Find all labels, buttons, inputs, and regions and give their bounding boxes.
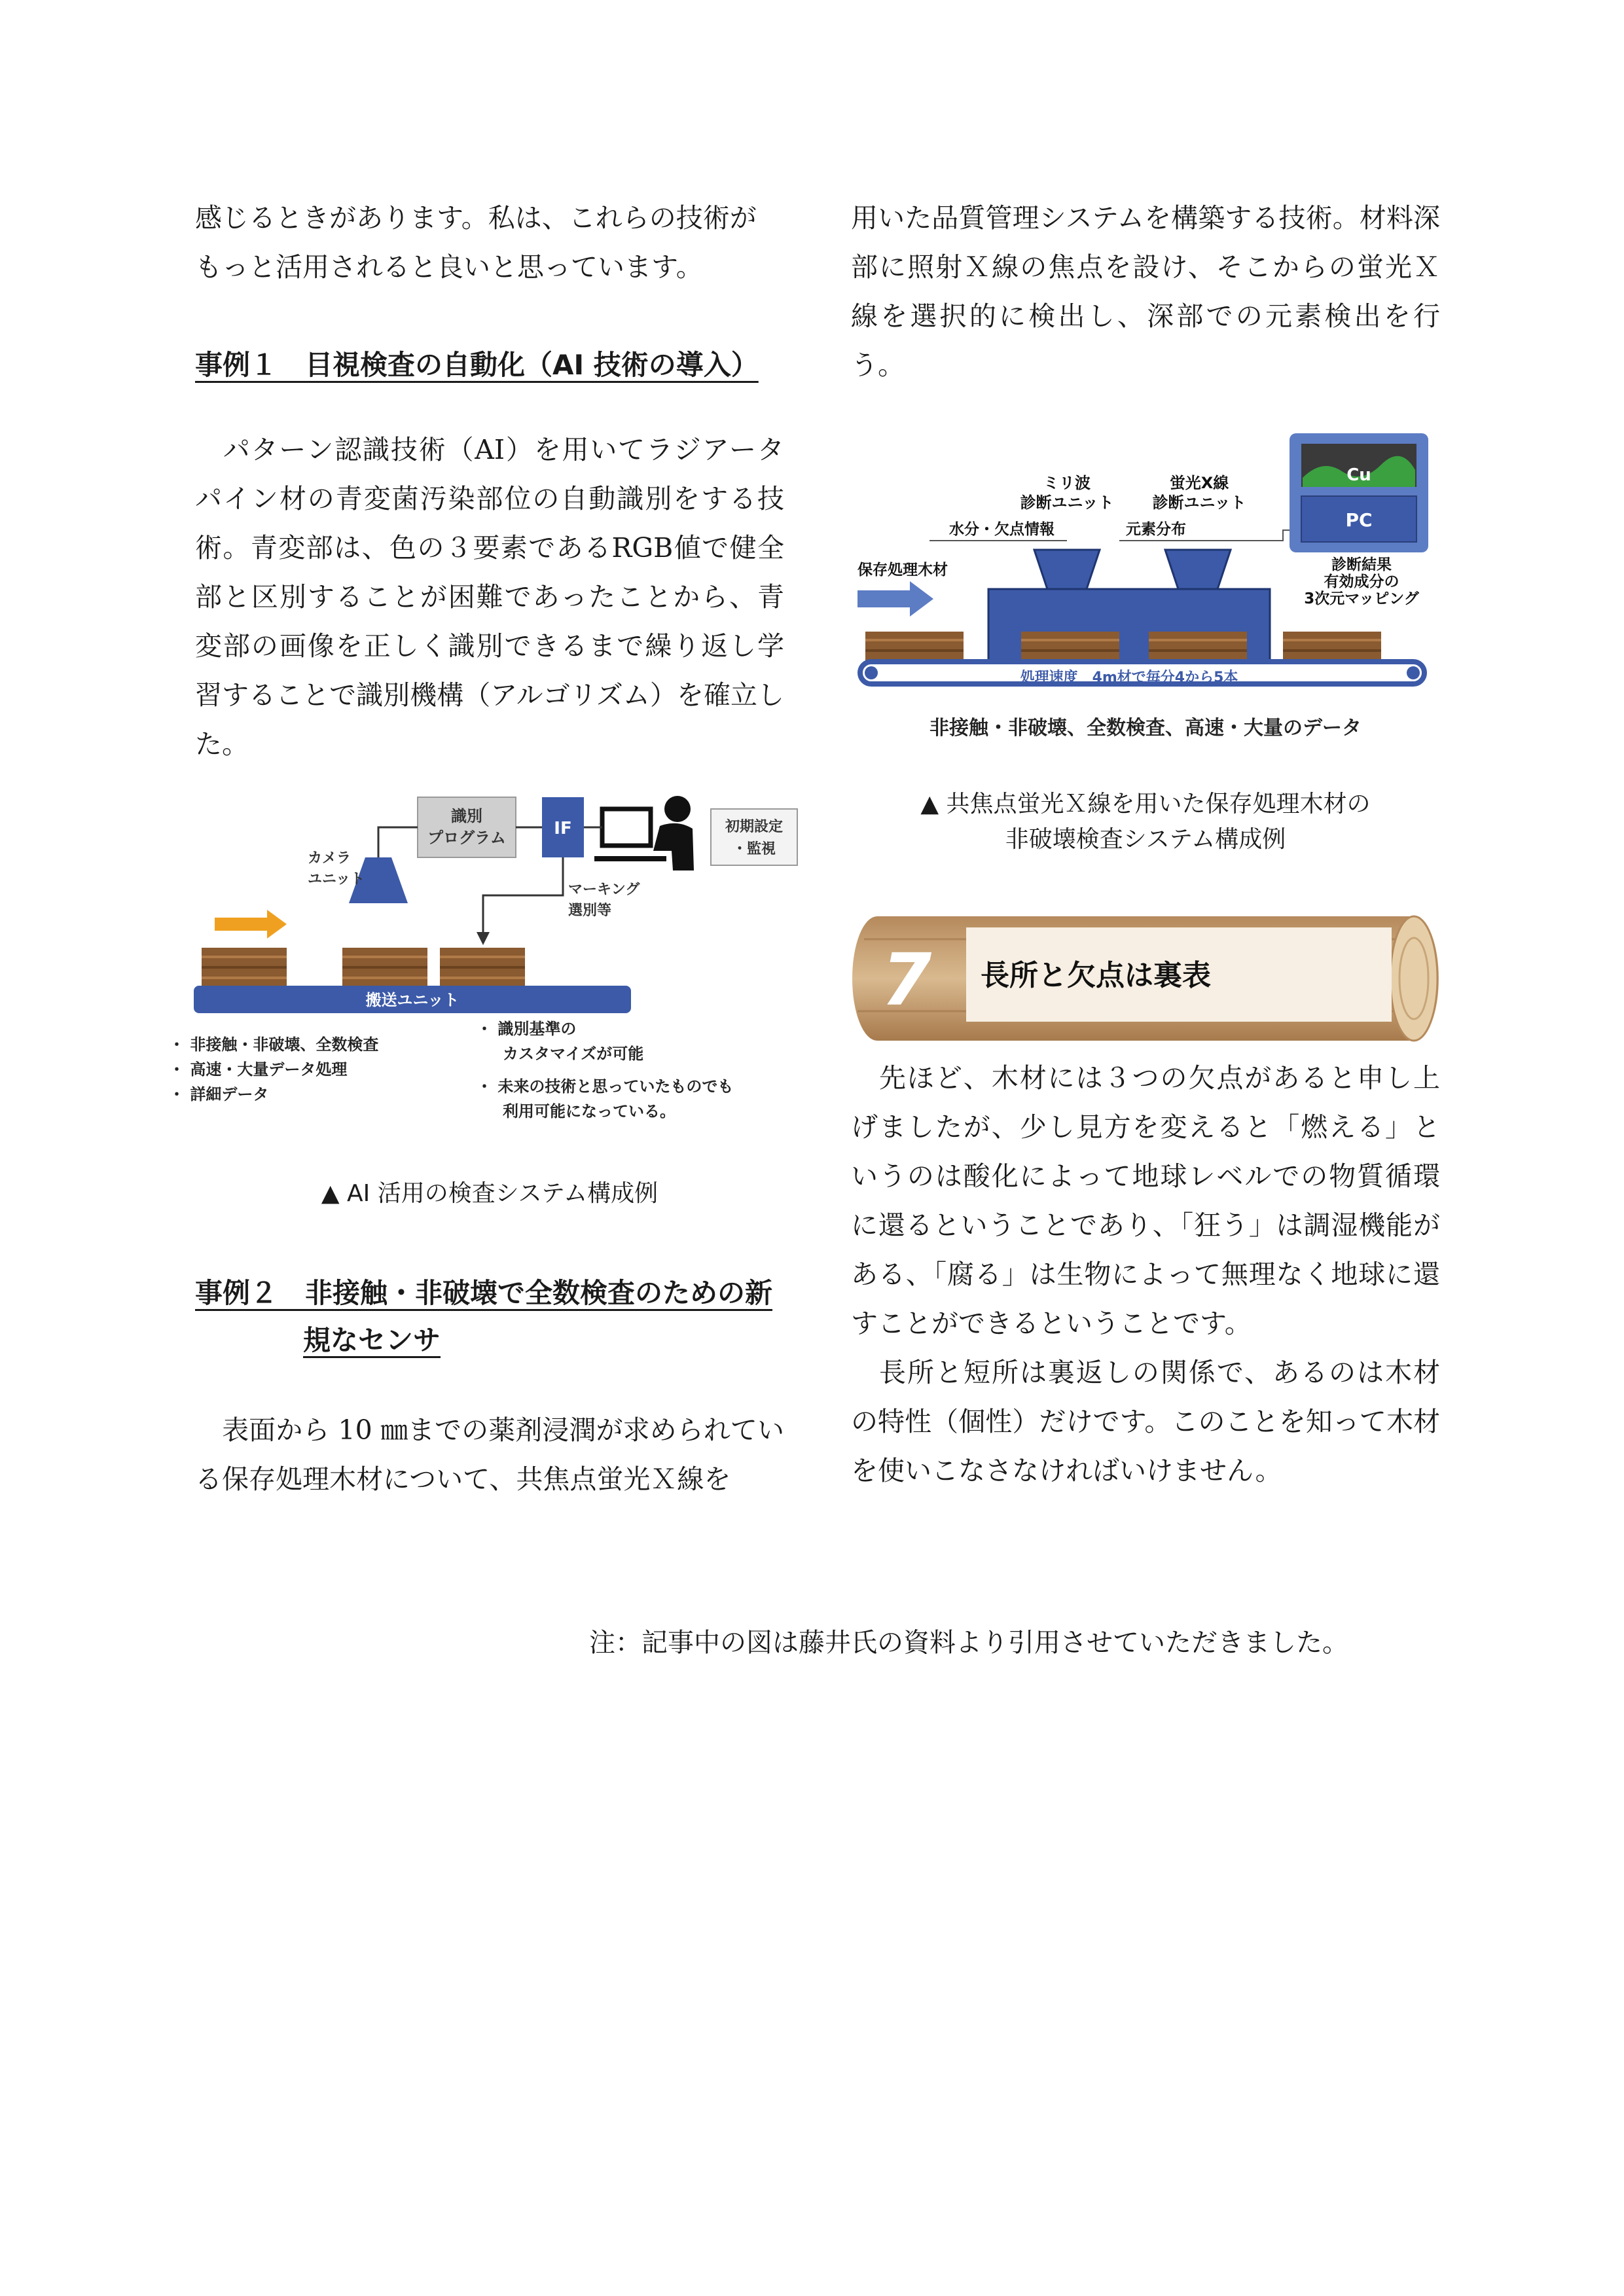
camera-label-1: カメラ	[308, 850, 352, 867]
xray-inspection-figure	[851, 432, 1440, 772]
mm-wave-label-1: ミリ波	[1043, 474, 1091, 492]
input-arrow-icon	[857, 581, 933, 617]
section-number: 7	[881, 938, 932, 1022]
figure2-caption-line2: 非破壊検査システム構成例	[1005, 826, 1286, 853]
mm-wave-unit	[1034, 550, 1100, 589]
case1-paragraph: パターン認識技術（AI）を用いてラジアータパイン材の青変菌汚染部位の自動識別をする技術。青変部は、色の３要素であるRGB値で健全部と区別することが困難であったことから、青変部の画像を正しく識別できるまで繰り返し学習することで識別機構（アルゴリズム）を確立した。	[195, 434, 784, 760]
mm-wave-label-2: 診断ユニット	[1020, 493, 1114, 512]
xray-unit	[1165, 550, 1231, 589]
result-label-2: 有効成分の	[1324, 573, 1399, 590]
marking-arrowhead	[477, 932, 490, 945]
ai-inspection-diagram	[156, 785, 810, 1152]
setup-label-2: ・監視	[732, 841, 776, 857]
monitor-icon	[602, 809, 651, 846]
person-head-icon	[664, 796, 691, 822]
program-label-1: 識別	[451, 807, 482, 825]
case2-paragraph: 表面から 10 ㎜までの薬剤浸潤が求められている保存処理木材について、共焦点蛍光Ｘ線を	[195, 1414, 784, 1495]
section7-paragraph1: 先ほど、木材には３つの欠点があると申し上げましたが、少し見方を変えると「燃える」というのは酸化によって地球レベルでの物質循環に還るということであり、「狂う」は調湿機能がある、「腐る」は生物によって無理なく地球に還すことができるということです。	[851, 1062, 1440, 1339]
right-intro-paragraph: 用いた品質管理システムを構築する技術。材料深部に照射Ｘ線の焦点を設け、そこからの蛍光Ｘ線を選択的に検出し、深部での元素検出を行う。	[851, 202, 1440, 381]
if-label: IF	[554, 819, 572, 838]
conveyor-label: 搬送ユニット	[365, 991, 460, 1009]
ai-inspection-figure	[156, 785, 810, 1152]
camera-label-2: ユニット	[308, 871, 365, 888]
marking-label-2: 選別等	[568, 903, 612, 919]
intro-line-1: 感じるときがあります。私は、これらの技術が	[195, 202, 757, 234]
wood-board-out	[1283, 632, 1381, 662]
bottom-label: 非接触・非破壊、全数検査、高速・大量のデータ	[929, 717, 1362, 740]
bullet-left-3: ・ 詳細データ	[169, 1085, 269, 1103]
speed-label: 処理速度 4m材で毎分4から5本	[1020, 670, 1238, 686]
section7-paragraph2: 長所と短所は裏返しの関係で、あるのは木材の特性（個性）だけです。このことを知って木材を使いこなさなければいけません。	[851, 1357, 1440, 1486]
figure1-caption: ▲ AI 活用の検査システム構成例	[321, 1180, 659, 1207]
input-arrow-icon	[215, 910, 287, 939]
pc-label: PC	[1345, 509, 1373, 531]
marking-label-1: マーキング	[568, 882, 640, 898]
case2-heading	[195, 1270, 784, 1364]
camera-program-link	[378, 827, 418, 857]
log-end	[1390, 916, 1437, 1041]
bullet-left-2: ・ 高速・大量データ処理	[169, 1060, 348, 1079]
xray-inspection-diagram	[851, 432, 1440, 772]
person-body-icon	[653, 823, 694, 870]
wood-board-scan-1	[1021, 632, 1119, 662]
marking-link	[483, 857, 563, 936]
wood-board-3	[440, 948, 525, 986]
figure2-caption-line1: ▲ 共焦点蛍光Ｘ線を用いた保存処理木材の	[920, 791, 1371, 817]
wood-board-1	[202, 948, 287, 986]
section7-banner	[851, 913, 1440, 1044]
xray-label-2: 診断ユニット	[1152, 493, 1246, 512]
program-label-2: プログラム	[427, 829, 506, 847]
xray-label-1: 蛍光X線	[1169, 474, 1229, 492]
wood-board-in	[865, 632, 964, 662]
section-title: 長所と欠点は裏表	[981, 959, 1211, 992]
result-label-3: 3次元マッピング	[1304, 590, 1419, 607]
bullet-right-3: ・ 未来の技術と思っていたものでも	[477, 1077, 734, 1096]
bullet-right-2: カスタマイズが可能	[503, 1045, 644, 1063]
footer-note: 注：記事中の図は藤井氏の資料より引用させていただきました。	[589, 1628, 1348, 1658]
moisture-label: 水分・欠点情報	[949, 521, 1055, 538]
conveyor-roller-right	[1407, 666, 1420, 679]
wood-board-2	[342, 948, 427, 986]
desk-icon	[594, 856, 666, 861]
intro-line-2: もっと活用されると良いと思っています。	[195, 251, 703, 283]
input-label: 保存処理木材	[857, 562, 948, 579]
case1-heading: 事例１ 目視検査の自動化（AI 技術の導入）	[195, 349, 759, 381]
result-label-1: 診断結果	[1331, 556, 1392, 573]
bullet-left-1: ・ 非接触・非破壊、全数検査	[169, 1035, 379, 1054]
bullet-right-4: 利用可能になっている。	[503, 1102, 676, 1121]
log-banner-graphic	[851, 913, 1440, 1044]
setup-label-1: 初期設定	[725, 819, 784, 835]
case2-heading-line1: 事例２ 非接触・非破壊で全数検査のための新	[195, 1277, 773, 1309]
program-box	[418, 797, 516, 857]
case2-heading-line2: 規なセンサ	[303, 1324, 441, 1356]
elements-label: 元素分布	[1126, 521, 1186, 538]
bullet-right-1: ・ 識別基準の	[477, 1020, 577, 1038]
cu-label: Cu	[1346, 465, 1371, 485]
wood-board-scan-2	[1149, 632, 1247, 662]
conveyor-roller-left	[865, 666, 878, 679]
